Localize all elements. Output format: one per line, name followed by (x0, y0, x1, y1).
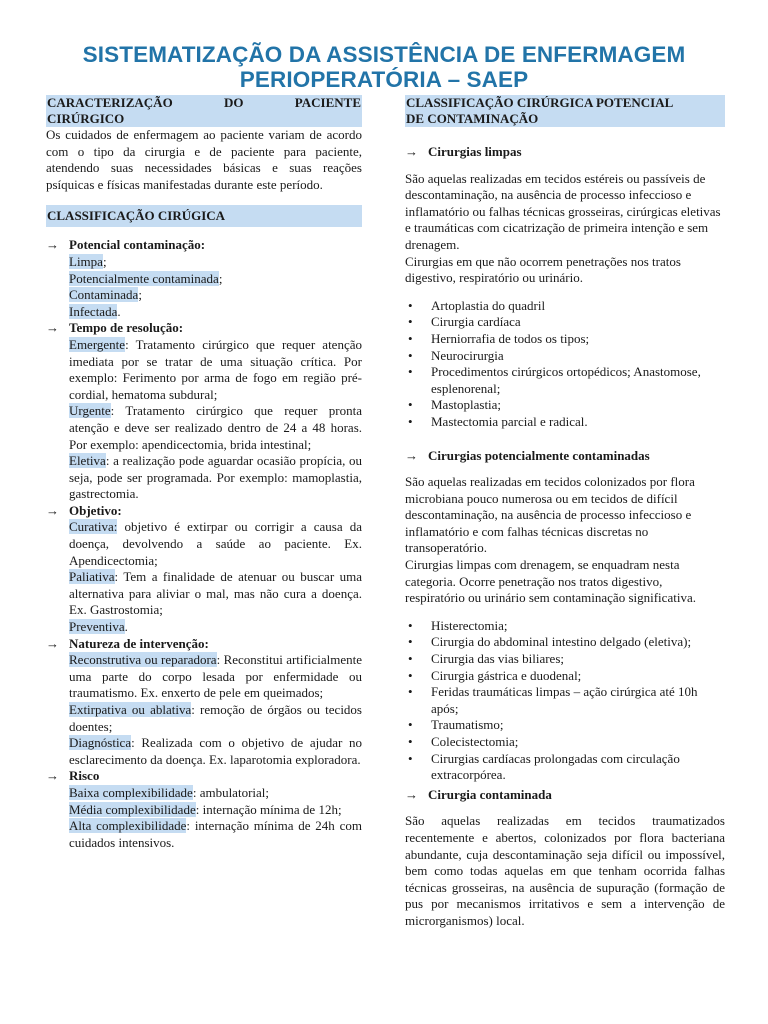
list-item: • Feridas traumáticas limpas – ação cirúrgica até 10h após; (405, 684, 725, 717)
label-limpas: Cirurgias limpas (428, 144, 522, 159)
paliativa-paragraph (69, 569, 362, 619)
list-item: • Histerectomia; (405, 618, 725, 635)
list-item (69, 271, 362, 288)
list-item (69, 304, 362, 321)
eletiva-paragraph (69, 453, 362, 503)
item-objetivo (46, 503, 362, 636)
heading-line-a: CLASSIFICAÇÃO CIRÚRGICA POTENCIAL (406, 95, 674, 110)
list-item: • Cirurgia das vias biliares; (405, 651, 725, 668)
baixa-text: : ambulatorial; (192, 784, 269, 800)
term-baixa: Baixa complexibilidade (69, 784, 193, 800)
term-paliativa: Paliativa (69, 569, 115, 585)
term-urgente: Urgente (69, 403, 111, 419)
arrow-icon: → (405, 447, 418, 463)
curativa-paragraph (69, 519, 362, 569)
urgente-text: : Tratamento cirúrgico que requer pronta atenção e deve ser realizado dentro de 24 a 48 horas. Por exemplo: apendicectomia, brida intestinal; (69, 403, 362, 452)
term-extirpativa: Extirpativa ou ablativa (69, 702, 192, 717)
heading-line-b: CIRÚRGICO (47, 111, 125, 126)
section-heading-caracterizacao (46, 95, 362, 127)
list-item: • Traumatismo; (405, 717, 725, 734)
term-eletiva: Eletiva (69, 453, 106, 469)
term-contaminada: Contaminada (69, 287, 139, 303)
preventiva-paragraph (69, 619, 362, 636)
term-limpa: Limpa (69, 253, 103, 269)
alta-paragraph (69, 818, 362, 851)
list-item: • Cirurgia gástrica e duodenal; (405, 668, 725, 685)
arrow-icon: → (46, 768, 59, 784)
media-text: : internação mínima de 12h; (195, 801, 342, 817)
term-curativa: Curativa: (69, 519, 118, 535)
alta-text: : internação mínima de 24h com cuidados intensivos. (69, 818, 362, 850)
caracterizacao-text: Os cuidados de enfermagem ao paciente variam de acordo com o tipo da cirurgia e de paciente para paciente, atendendo suas necessidades básicas e suas reações psíquicas e físicas manifestadas durante este período. (46, 127, 362, 192)
title-line-2: PERIOPERATÓRIA – SAEP (239, 67, 529, 92)
eletiva-text: : a realização pode aguardar ocasião propícia, ou seja, pode ser programada. Por exemplo: mamoplastia, gastrectomia. (69, 453, 362, 502)
list-item: • Cirurgias cardíacas prolongadas com circulação extracorpórea. (405, 751, 725, 784)
term-infectada: Infectada (69, 303, 118, 319)
title-line-1: SISTEMATIZAÇÃO DA ASSISTÊNCIA DE ENFERMAGEM (82, 42, 686, 67)
arrow-icon: → (46, 635, 59, 651)
diagnostica-text: : Realizada com o objetivo de ajudar no esclarecimento da doença. Ex. laparotomia exploradora. (69, 735, 362, 767)
separator: . (117, 303, 121, 319)
emergente-text: : Tratamento cirúrgico que requer atenção imediata por se tratar de uma situação crítica. Por exemplo: Ferimento por arma de fogo em região pré-cordial, hematoma subdural; (69, 336, 362, 402)
potencialmente-text-2: Cirurgias limpas com drenagem, se enquadram nesta categoria. Ocorre penetração nos tratos digestivo, respiratório ou urinário sem contaminação significativa. (405, 557, 696, 606)
extirpativa-paragraph (69, 702, 362, 735)
list-item: • Cirurgia cardíaca (405, 314, 725, 331)
paliativa-text: : Tem a finalidade de atenuar ou buscar uma alternativa para aliviar o mal, mas não cura a doença. Ex. Gastrostomia; (69, 569, 362, 618)
term-preventiva: Preventiva (69, 619, 125, 635)
heading-line-b: DE CONTAMINAÇÃO (406, 111, 539, 126)
left-column (46, 95, 362, 851)
curativa-text: objetivo é extirpar ou corrigir a causa da doença, devolvendo a saúde ao paciente. Ex. Apendicectomia; (69, 519, 362, 568)
section-heading-classificacao: CLASSIFICAÇÃO CIRÚGICA (46, 205, 362, 227)
term-alta: Alta complexibilidade (69, 818, 187, 834)
diagnostica-paragraph (69, 735, 362, 768)
arrow-icon: → (46, 320, 59, 336)
heading-potencialmente-contaminadas (405, 448, 725, 465)
reconstrutiva-paragraph (69, 652, 362, 702)
separator: ; (138, 287, 142, 303)
separator: ; (218, 270, 223, 286)
limpas-text-2: Cirurgias em que não ocorrem penetrações nos tratos digestivo, respiratório ou urinário. (405, 253, 681, 286)
item-natureza-intervencao (46, 636, 362, 769)
limpas-text: São aquelas realizadas em tecidos estéreis ou passíveis de descontaminação, na ausência de processo infeccioso e inflamatório ou falhas técnicas grosseiras, cirúrgicas eletivas e traumáticas com cicatrização de primeira intenção e sem drenagem. (405, 170, 721, 252)
page-title (0, 42, 768, 92)
arrow-icon: → (46, 237, 59, 253)
separator: ; (102, 253, 107, 269)
term-potencialmente: Potencialmente contaminada (69, 270, 219, 286)
arrow-icon: → (405, 786, 418, 802)
section-heading-contaminacao (405, 95, 725, 127)
label-potencial: Potencial contaminação: (69, 237, 206, 253)
list-item: • Neurocirurgia (405, 348, 725, 365)
term-reconstrutiva: Reconstrutiva ou reparadora (69, 652, 217, 668)
baixa-paragraph (69, 785, 362, 802)
list-item (69, 254, 362, 271)
list-item: • Procedimentos cirúrgicos ortopédicos; Anastomose, esplenorenal; (405, 364, 725, 397)
list-item: • Mastoplastia; (405, 397, 725, 414)
potencialmente-text: São aquelas realizadas em tecidos colonizados por flora microbiana pouco numerosa ou em tecidos de difícil descontaminação, na ausência de processo infeccioso e inflamatório e com falhas técnicas discretas no transoperatório. (405, 474, 695, 556)
reconstrutiva-text: : Reconstitui artificialmente uma parte do corpo lesada por enfermidade ou traumatismo. Ex. enxerto de pele em queimados; (69, 652, 362, 701)
label-contaminada: Cirurgia contaminada (428, 786, 552, 802)
label-objetivo: Objetivo: (69, 502, 122, 518)
item-risco (46, 768, 362, 851)
list-item: • Mastectomia parcial e radical. (405, 414, 725, 431)
label-tempo: Tempo de resolução: (69, 320, 184, 336)
term-diagnostica: Diagnóstica (69, 735, 132, 751)
extirpativa-text: : remoção de órgãos ou tecidos doentes; (69, 702, 362, 734)
right-column (405, 95, 725, 930)
term-media: Média complexibilidade (69, 801, 196, 817)
media-paragraph (69, 802, 362, 819)
label-potencialmente: Cirurgias potencialmente contaminadas (428, 447, 650, 463)
contaminada-text: São aquelas realizadas em tecidos traumatizados recentemente e abertos, colonizados por flora bacteriana abundante, cuja descontaminação seja difícil ou impossível, bem como todas aquelas em que tenham ocorrida falhas técnicas grosseiras, na ausência de supuração (formação de pus por mecanismos irritativos e sem a intervenção de microrganismos) local. (405, 813, 725, 928)
list-item: • Artoplastia do quadril (405, 298, 725, 315)
item-potencial-contaminacao (46, 237, 362, 320)
list-item: • Herniorrafia de todos os tipos; (405, 331, 725, 348)
arrow-icon: → (405, 144, 418, 159)
label-natureza: Natureza de intervenção: (69, 635, 209, 651)
limpas-list (405, 298, 725, 431)
preventiva-text: . (124, 619, 128, 635)
arrow-icon: → (46, 502, 59, 518)
item-tempo-resolucao (46, 320, 362, 503)
label-risco: Risco (69, 768, 100, 784)
heading-cirurgia-contaminada (405, 787, 725, 804)
list-item: • Cirurgia do abdominal intestino delgado (eletiva); (405, 634, 725, 651)
heading-line-a: CARACTERIZAÇÃO DO PACIENTE (47, 95, 361, 110)
term-emergente: Emergente (69, 336, 126, 352)
list-item (69, 287, 362, 304)
heading-cirurgias-limpas (405, 144, 725, 161)
urgente-paragraph (69, 403, 362, 453)
potencialmente-list (405, 618, 725, 784)
list-item: • Colecistectomia; (405, 734, 725, 751)
emergente-paragraph (69, 337, 362, 403)
